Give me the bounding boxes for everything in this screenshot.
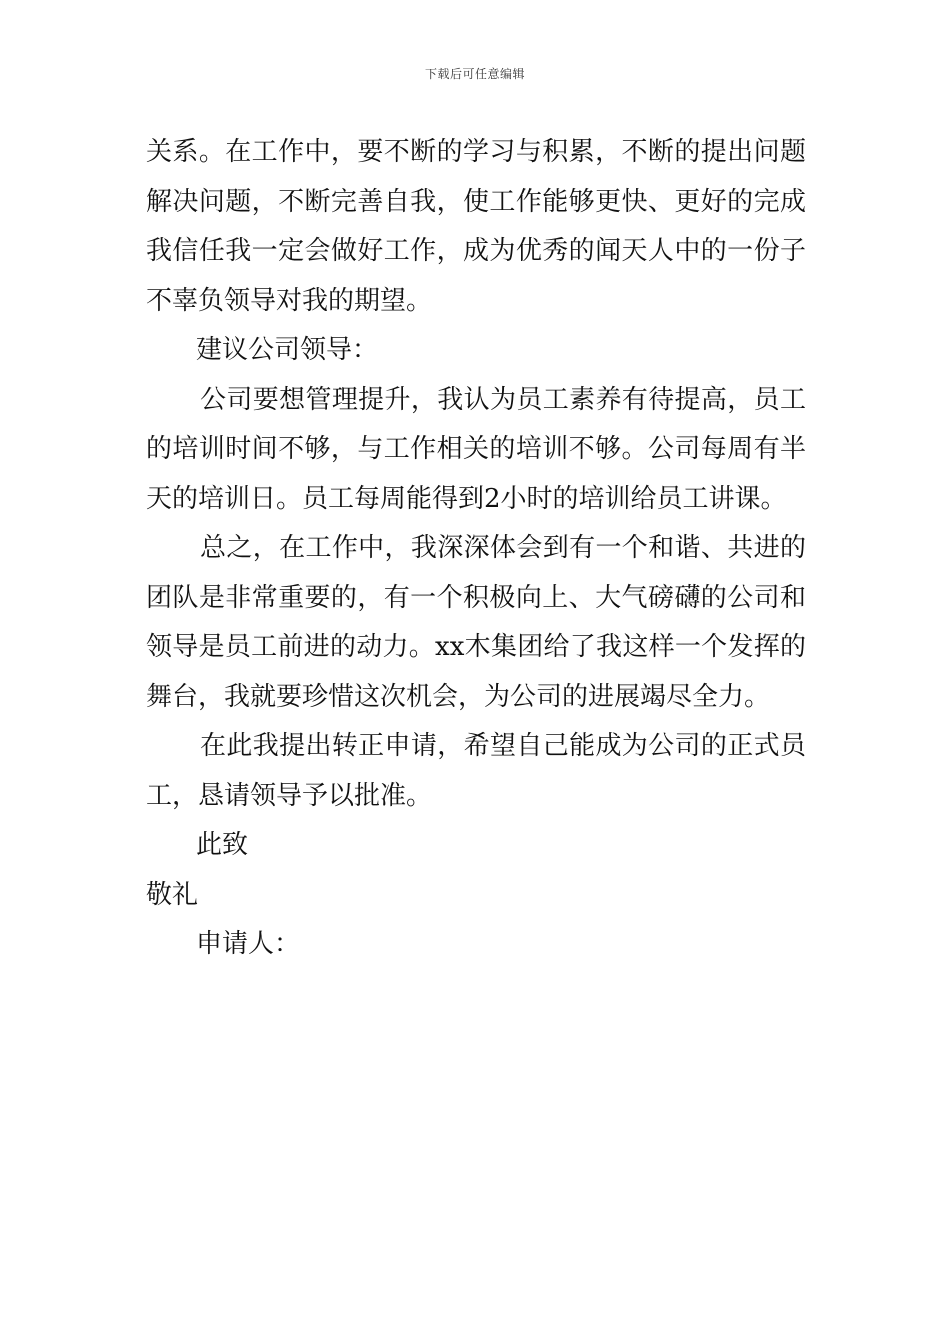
section-heading: 建议公司领导：: [196, 335, 379, 365]
text-line: 舞台，我就要珍惜这次机会，为公司的进展竭尽全力。: [146, 681, 771, 712]
page-header-note: 下载后可任意编辑: [424, 67, 525, 81]
text-line: 天的培训日。员工每周能得到2小时的培训给员工讲课。: [146, 483, 787, 514]
text-line: 的培训时间不够，与工作相关的培训不够。公司每周有半: [146, 434, 806, 464]
text-line: 领导是员工前进的动力。xx木集团给了我这样一个发挥的: [146, 632, 806, 662]
text-line: 团队是非常重要的，有一个积极向上、大气磅礴的公司和: [146, 582, 806, 613]
text-line: 解决问题，不断完善自我，使工作能够更快、更好的完成: [146, 186, 806, 217]
text-line: 在此我提出转正申请，希望自己能成为公司的正式员: [200, 731, 806, 761]
closing-regards: 敬礼: [146, 879, 199, 910]
text-line: 总之，在工作中，我深深体会到有一个和谐、共进的: [200, 533, 806, 563]
text-line: 我信任我一定会做好工作，成为优秀的闻天人中的一份子: [146, 236, 806, 266]
text-line: 不辜负领导对我的期望。: [146, 285, 433, 316]
applicant-signature-label: 申请人：: [196, 929, 301, 959]
text-line: 关系。在工作中，要不断的学习与积累，不断的提出问题: [146, 137, 806, 167]
text-line: 工，恳请领导予以批准。: [146, 780, 433, 811]
closing-salutation: 此致: [196, 830, 249, 860]
document-body: [146, 128, 806, 970]
text-line: 公司要想管理提升，我认为员工素养有待提高，员工: [200, 384, 806, 415]
